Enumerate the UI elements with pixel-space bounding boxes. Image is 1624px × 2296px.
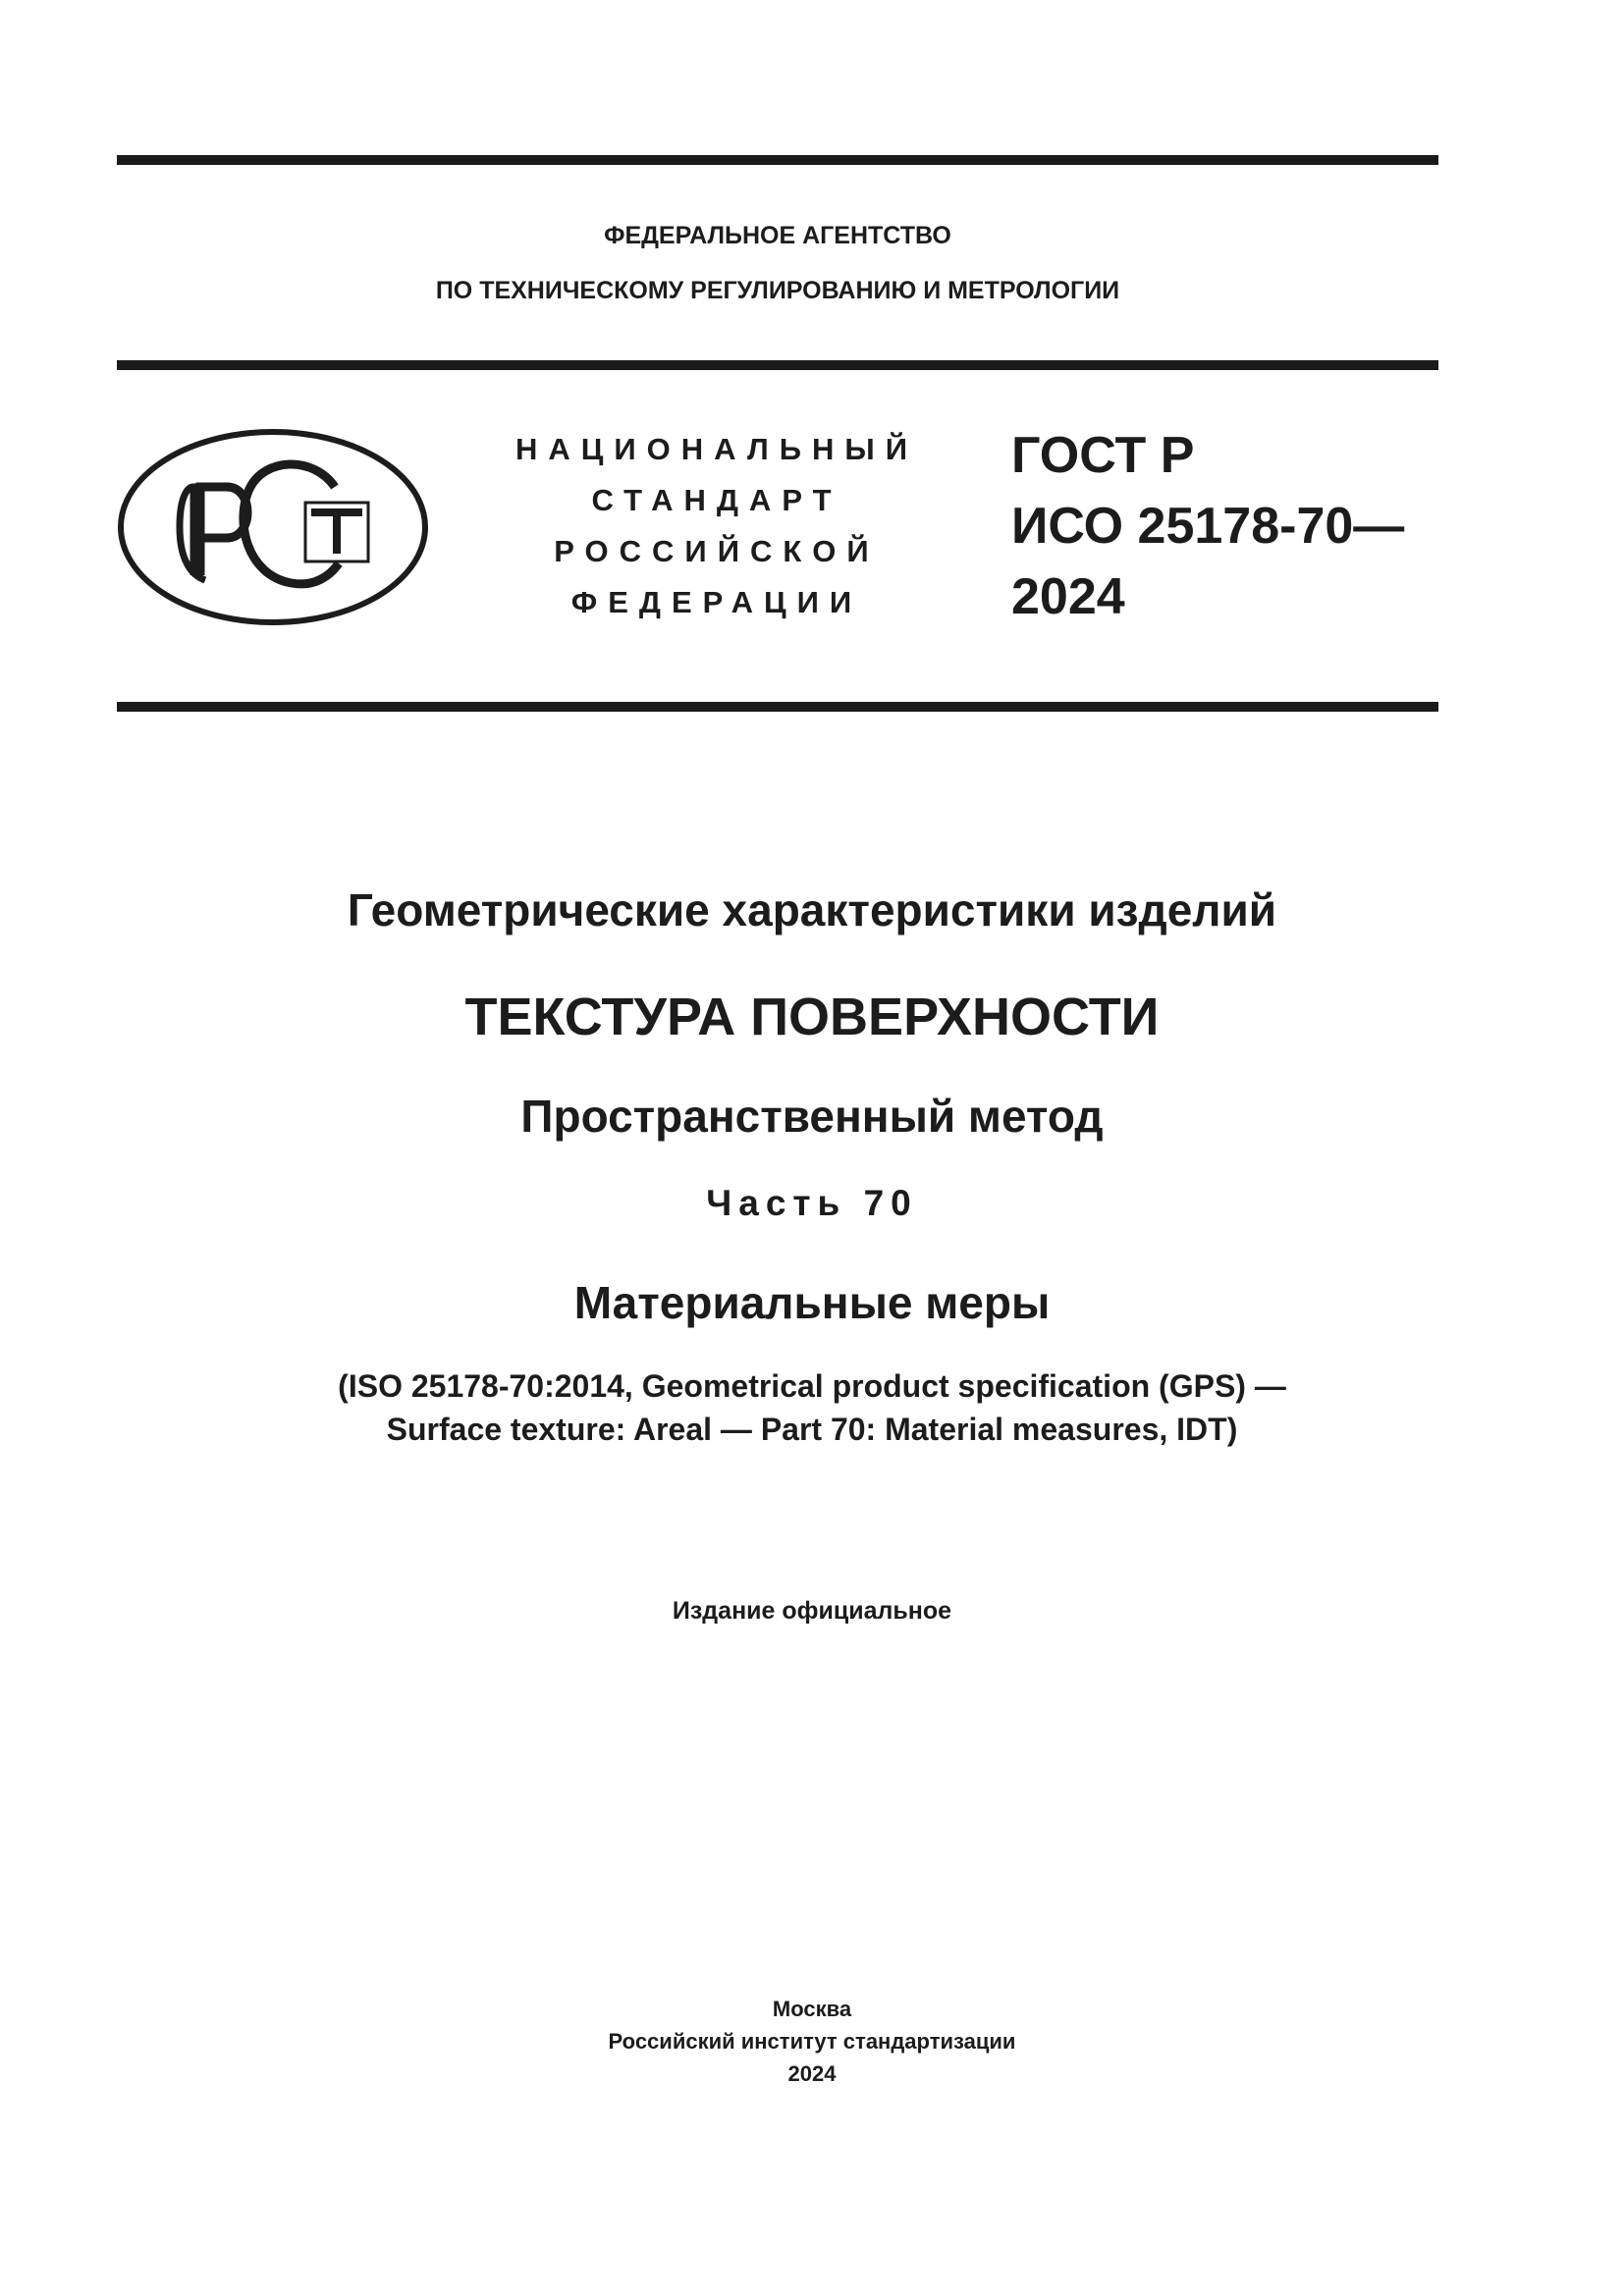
top-rule [117,155,1438,165]
national-standard-line-1: НАЦИОНАЛЬНЫЙ [514,432,919,466]
national-standard-line-2: СТАНДАРТ [591,483,842,517]
designation-line-2: ИСО 25178-70— [1011,498,1405,555]
national-standard-line-3: РОССИЙСКОЙ [554,534,880,568]
iso-reference [0,1364,1624,1451]
agency-line-1: ФЕДЕРАЛЬНОЕ АГЕНТСТВО [604,222,951,249]
designation-line-1: ГОСТ Р [1011,427,1195,484]
header-rule [117,360,1438,370]
edition-label: Издание официальное [672,1597,952,1625]
iso-reference-line-2: Surface texture: Areal — Part 70: Material measures, IDT) [386,1412,1238,1447]
general-title: Геометрические характеристики изделий [347,884,1277,935]
rst-certification-mark-icon [117,428,429,626]
title-block-rule [117,702,1438,712]
main-title: ТЕКСТУРА ПОВЕРХНОСТИ [464,988,1160,1046]
national-standard-label [511,424,923,628]
designation-line-3: 2024 [1011,568,1125,625]
imprint-year: 2024 [787,2061,837,2086]
method-subtitle: Пространственный метод [520,1091,1104,1142]
part-number: Часть 70 [706,1183,918,1223]
part-title: Материальные меры [573,1277,1051,1328]
imprint-publisher: Российский институт стандартизации [608,2029,1016,2054]
agency-line-2: ПО ТЕХНИЧЕСКОМУ РЕГУЛИРОВАНИЮ И МЕТРОЛОГИИ [435,277,1120,304]
iso-reference-line-1: (ISO 25178-70:2014, Geometrical product specification (GPS) — [338,1368,1286,1404]
imprint [0,1993,1624,2090]
national-standard-line-4: ФЕДЕРАЦИИ [570,585,863,619]
imprint-city: Москва [772,1997,852,2021]
standard-designation [1011,420,1434,632]
